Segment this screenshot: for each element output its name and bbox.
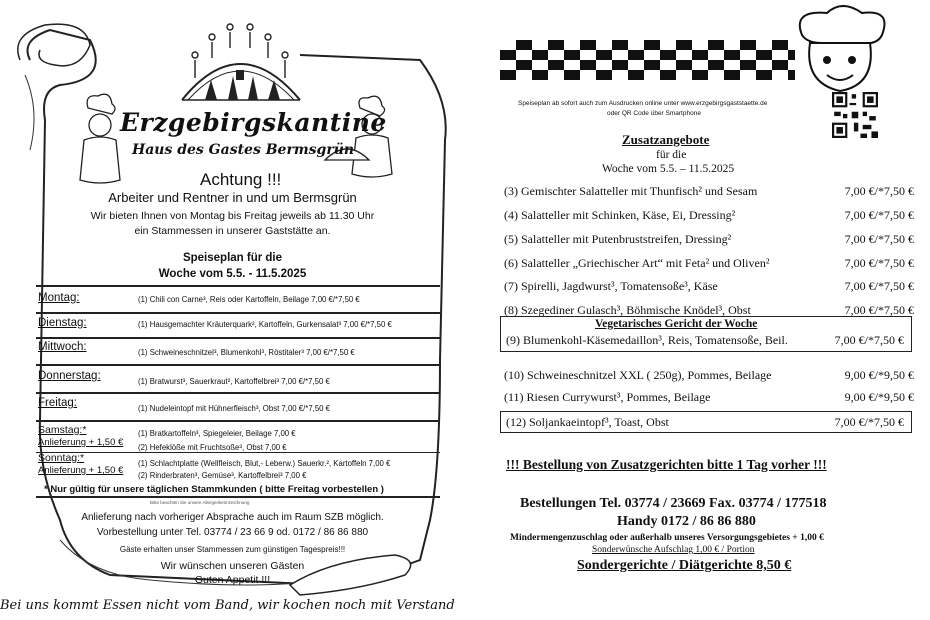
vegetarian-title: Vegetarisches Gericht der Woche — [595, 318, 758, 330]
day-dish: (1) Bratwurst³, Sauerkraut², Kartoffelbrei³ 7,00 €/*7,50 € — [138, 377, 330, 386]
web-note-1: Speiseplan ab sofort auch zum Ausdrucken online unter www.erzgebirgsgaststaette.de — [518, 100, 768, 107]
order-telephone: Bestellungen Tel. 03774 / 23669 Fax. 03774 / 177518 — [520, 496, 827, 511]
handy-number: Handy 0172 / 86 86 880 — [617, 514, 756, 529]
item-price: 7,00 €/*7,50 € — [844, 208, 914, 222]
divider — [36, 312, 440, 314]
intro-line-1: Wir bieten Ihnen von Montag bis Freitag jeweils ab 11.30 Uhr — [90, 210, 375, 222]
plan-title: Speiseplan für die — [182, 252, 283, 264]
handwritten-slogan: Bei uns kommt Essen nicht vom Band, wir kochen noch mit Verstand — [0, 598, 455, 613]
offers-subtitle-2: Woche vom 5.5. – 11.5.2025 — [602, 163, 735, 175]
offers-title: Zusatzangebote — [622, 132, 710, 147]
day-label: Mittwoch: — [38, 341, 87, 353]
day-label: Sonntag:* — [38, 452, 85, 464]
item-name: (9) Blumenkohl-Käsemedaillon³, Reis, Tomatensoße, Beil. — [506, 333, 788, 347]
order-notice: !!! Bestellung von Zusatzgerichten bitte 1 Tag vorher !!! — [506, 457, 827, 472]
item-price: 7,00 €/*7,50 € — [834, 333, 904, 347]
surcharge-note: Mindermengenzuschlag oder außerhalb unseres Versorgungsgebietes + 1,00 € — [510, 533, 824, 543]
special-diet-price: Sondergerichte / Diätgerichte 8,50 € — [577, 558, 792, 573]
item-price: 9,00 €/*9,50 € — [844, 368, 914, 382]
offers-subtitle-1: für die — [656, 149, 687, 161]
day-label: Dienstag: — [38, 317, 87, 329]
wish-line-2: Guten Appetit !!! — [194, 574, 271, 586]
item-name: (4) Salatteller mit Schinken, Käse, Ei, Dressing² — [504, 208, 736, 222]
day-dish: (2) Hefeklöße mit Fruchtsoße³, Obst 7,00 € — [138, 443, 287, 452]
item-name: (12) Soljankaeintopf³, Toast, Obst — [506, 415, 669, 429]
allergen-note: Bitte beachten Sie unsere Allergenkennzeichnung — [150, 500, 250, 505]
item-name: (5) Salatteller mit Putenbruststreifen, Dressing² — [504, 232, 732, 246]
chef-logo-illustration — [782, 5, 892, 95]
divider — [36, 392, 440, 394]
stammkunden-note: * Nur gültig für unsere täglichen Stammkunden ( bitte Freitag vorbestellen ) — [44, 484, 384, 495]
divider — [36, 452, 440, 453]
item-name: (11) Riesen Currywurst³, Pommes, Beilage — [504, 390, 711, 404]
divider — [36, 420, 440, 422]
web-note-2: oder QR Code über Smartphone — [607, 110, 701, 117]
qr-code-icon — [832, 92, 878, 138]
day-label: Montag: — [38, 292, 80, 304]
right-flyer — [462, 0, 930, 620]
delivery-surcharge: Anlieferung + 1,50 € — [38, 437, 124, 448]
checkered-banner — [500, 40, 795, 80]
item-name: (6) Salatteller „Griechischer Art“ mit Feta² und Oliven² — [504, 256, 770, 270]
special-wishes-note: Sonderwünsche Aufschlag 1,00 € / Portion — [592, 545, 755, 555]
left-flyer — [0, 0, 460, 620]
wish-line-1: Wir wünschen unseren Gästen — [160, 560, 305, 572]
item-price: 7,00 €/*7,50 € — [844, 279, 914, 293]
item-price: 7,00 €/*7,50 € — [844, 303, 914, 317]
day-dish: (1) Hausgemachter Kräuterquark², Kartoffeln, Gurkensalat³ 7,00 €/*7,50 € — [138, 320, 392, 329]
day-dish: (1) Schlachtplatte (Wellfleisch, Blut,- Leberw.) Sauerkr.², Kartoffeln 7,00 € — [138, 459, 391, 468]
day-dish: (1) Schweineschnitzel³, Blumenkohl³, Röstitaler³ 7,00 €/*7,50 € — [138, 348, 355, 357]
divider — [36, 364, 440, 366]
guest-price-note: Gäste erhalten unser Stammessen zum günstigen Tagespreis!!! — [119, 545, 346, 554]
item-price: 7,00 €/*7,50 € — [844, 232, 914, 246]
item-price: 7,00 €/*7,50 € — [834, 415, 904, 429]
item-name: (3) Gemischter Salatteller mit Thunfisch² und Sesam — [504, 184, 758, 198]
achtung-heading: Achtung !!! — [200, 170, 282, 189]
item-price: 7,00 €/*7,50 € — [844, 256, 914, 270]
day-dish: (2) Rinderbraten³, Gemüse³, Kartoffelbrei³ 7,00 € — [138, 471, 307, 480]
day-dish: (1) Chili con Carne³, Reis oder Kartoffeln, Beilage 7,00 €/*7,50 € — [138, 295, 360, 304]
delivery-line-2: Vorbestellung unter Tel. 03774 / 23 66 9 od. 0172 / 86 86 880 — [96, 527, 369, 538]
item-name: (7) Spirelli, Jagdwurst³, Tomatensoße³, Käse — [504, 279, 718, 293]
item-price: 9,00 €/*9,50 € — [844, 390, 914, 404]
plan-week: Woche vom 5.5. - 11.5.2025 — [158, 268, 307, 280]
divider — [36, 496, 440, 498]
intro-line-2: ein Stammessen in unserer Gaststätte an. — [134, 225, 331, 237]
day-dish: (1) Nudeleintopf mit Hühnerfleisch³, Obst 7,00 €/*7,50 € — [138, 404, 330, 413]
day-dish: (1) Bratkartoffeln³, Spiegeleier, Beilage 7,00 € — [138, 429, 296, 438]
day-label: Freitag: — [38, 397, 77, 409]
item-name: (10) Schweineschnitzel XXL ( 250g), Pommes, Beilage — [504, 368, 772, 382]
delivery-surcharge: Anlieferung + 1,50 € — [38, 465, 124, 476]
divider — [36, 337, 440, 339]
day-label: Samstag:* — [38, 424, 87, 436]
logo-title: Erzgebirgskantine — [120, 108, 387, 137]
divider — [36, 285, 440, 287]
item-price: 7,00 €/*7,50 € — [844, 184, 914, 198]
item-name: (8) Szegediner Gulasch³, Böhmische Knödel³, Obst — [504, 303, 751, 317]
delivery-line-1: Anlieferung nach vorheriger Absprache auch im Raum SZB möglich. — [81, 512, 384, 523]
audience-text: Arbeiter und Rentner in und um Bermsgrün — [108, 190, 357, 205]
logo-subtitle: Haus des Gastes Bermsgrün — [132, 142, 355, 158]
day-label: Donnerstag: — [38, 370, 101, 382]
